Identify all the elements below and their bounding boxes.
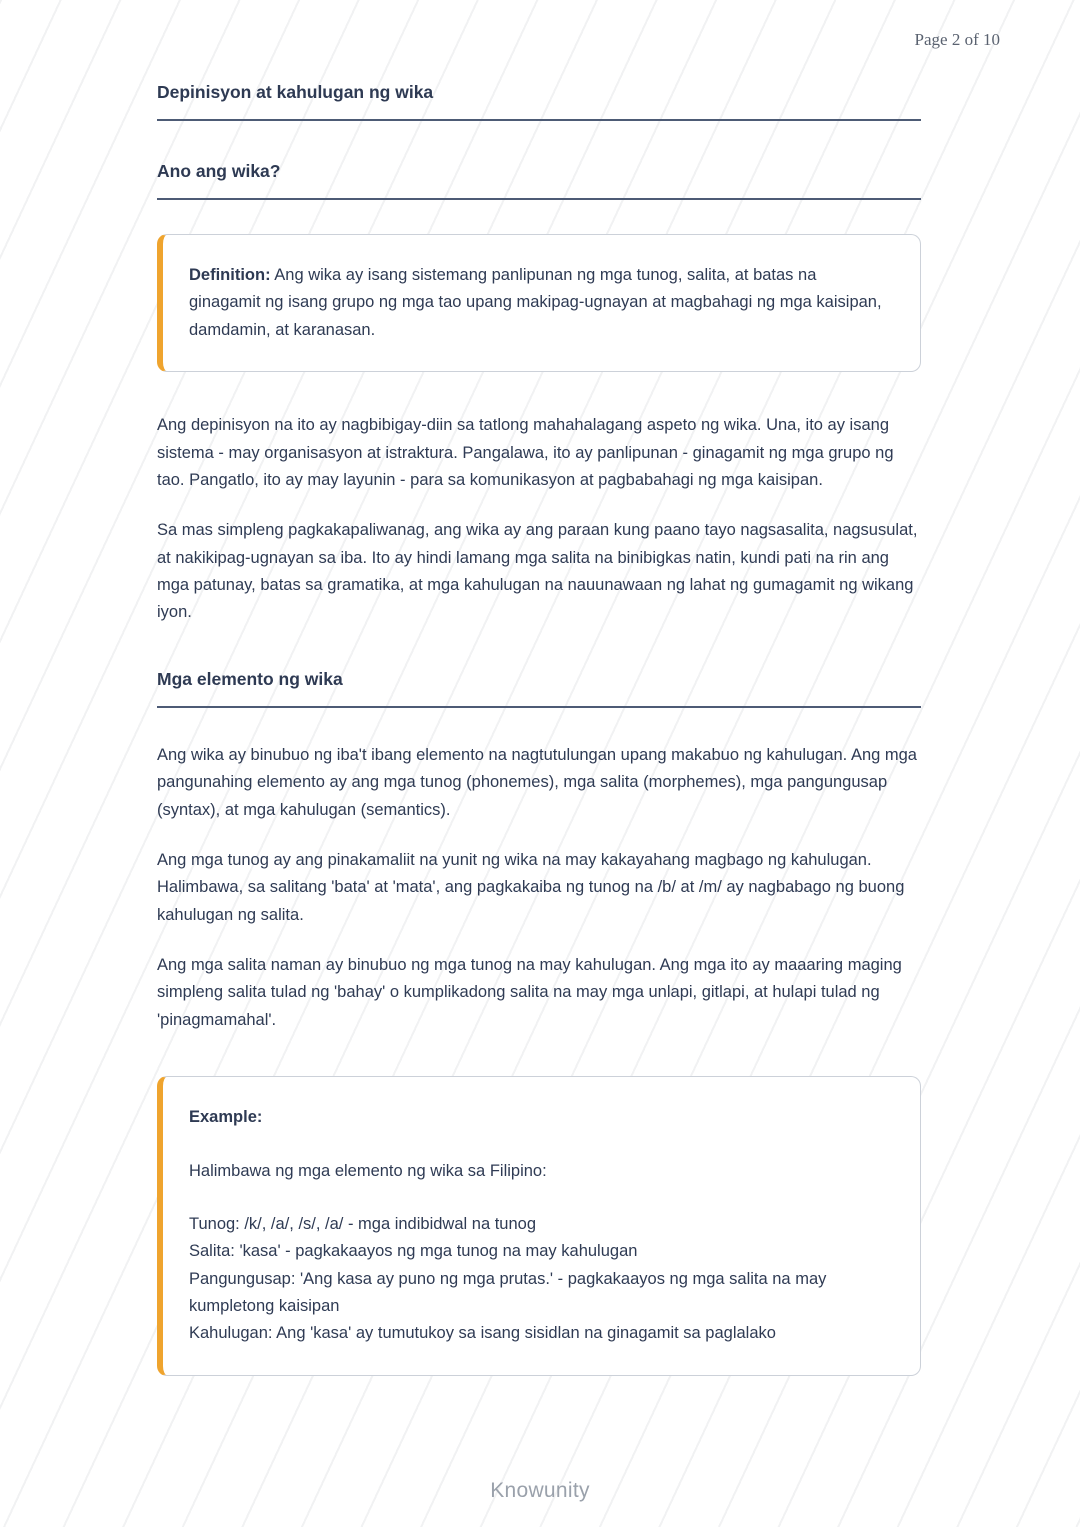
example-label: Example: — [189, 1108, 263, 1127]
paragraph-elemento-intro: Ang wika ay binubuo ng iba't ibang elemento na nagtutulungan upang makabuo ng kahulugan. Ang mga pangunahing elemento ay ang mga tunog (phonemes), mga salita (morphemes), mga pangungusap (syntax), at mga kahulugan (semantics). — [157, 745, 917, 819]
page-number: Page 2 of 10 — [914, 30, 1000, 49]
example-box — [157, 1076, 921, 1376]
heading-depinisyon: Depinisyon at kahulugan ng wika — [157, 82, 921, 121]
paragraph-salita: Ang mga salita naman ay binubuo ng mga tunog na may kahulugan. Ang mga ito ay maaaring maging simpleng salita tulad ng 'bahay' o kumplikadong salita na may mga unlapi, gitlapi, at hulapi tulad ng 'pinagmamahal'. — [157, 956, 902, 1029]
heading-mga-elemento: Mga elemento ng wika — [157, 669, 921, 708]
example-line-tunog: Tunog: /k/, /a/, /s/, /a/ - mga indibidwal na tunog — [189, 1214, 536, 1233]
definition-box — [157, 234, 921, 372]
paragraph-simpleng-paliwanag: Sa mas simpleng pagkakapaliwanag, ang wika ay ang paraan kung paano tayo nagsasalita, nagsusulat, at nakikipag-ugnayan sa iba. Ito ay hindi lamang mga salita na binibigkas natin, kundi pati na rin ang mga patunay, batas sa gramatika, at mga kahulugan na nauunawaan ng lahat ng gumagamit ng wikang iyon. — [157, 521, 918, 622]
footer-brand: Knowunity — [490, 1479, 590, 1502]
paragraph-aspeto: Ang depinisyon na ito ay nagbibigay-diin sa tatlong mahahalagang aspeto ng wika. Una, ito ay isang sistema - may organisasyon at istraktura. Pangalawa, ito ay panlipunan - ginagamit ng mga grupo ng tao. Pangatlo, ito ay may layunin - para sa komunikasyon at pagbabahagi ng mga kaisipan. — [157, 416, 894, 489]
paragraph-tunog: Ang mga tunog ay ang pinakamaliit na yunit ng wika na may kakayahang magbago ng kahulugan. Halimbawa, sa salitang 'bata' at 'mata', ang pagkakaiba ng tunog na /b/ at /m/ ay nagbabago ng buong kahulugan ng salita. — [157, 850, 905, 924]
example-line-pangungusap: Pangungusap: 'Ang kasa ay puno ng mga prutas.' - pagkakaayos ng mga salita na may kumpletong kaisipan — [189, 1269, 827, 1315]
heading-ano-ang-wika: Ano ang wika? — [157, 161, 921, 200]
definition-body: Ang wika ay isang sistemang panlipunan ng mga tunog, salita, at batas na ginagamit ng isang grupo ng mga tao upang makipag-ugnayan at magbahagi ng mga kaisipan, damdamin, at karanasan. — [189, 266, 882, 339]
definition-text — [189, 262, 890, 344]
page-content — [157, 82, 921, 1416]
example-line-kahulugan: Kahulugan: Ang 'kasa' ay tumutukoy sa isang sisidlan na ginagamit sa paglalako — [189, 1324, 776, 1343]
example-intro: Halimbawa ng mga elemento ng wika sa Filipino: — [189, 1161, 547, 1180]
example-lines — [189, 1211, 890, 1348]
definition-label: Definition: — [189, 266, 271, 284]
example-line-salita: Salita: 'kasa' - pagkakaayos ng mga tunog na may kahulugan — [189, 1242, 638, 1261]
